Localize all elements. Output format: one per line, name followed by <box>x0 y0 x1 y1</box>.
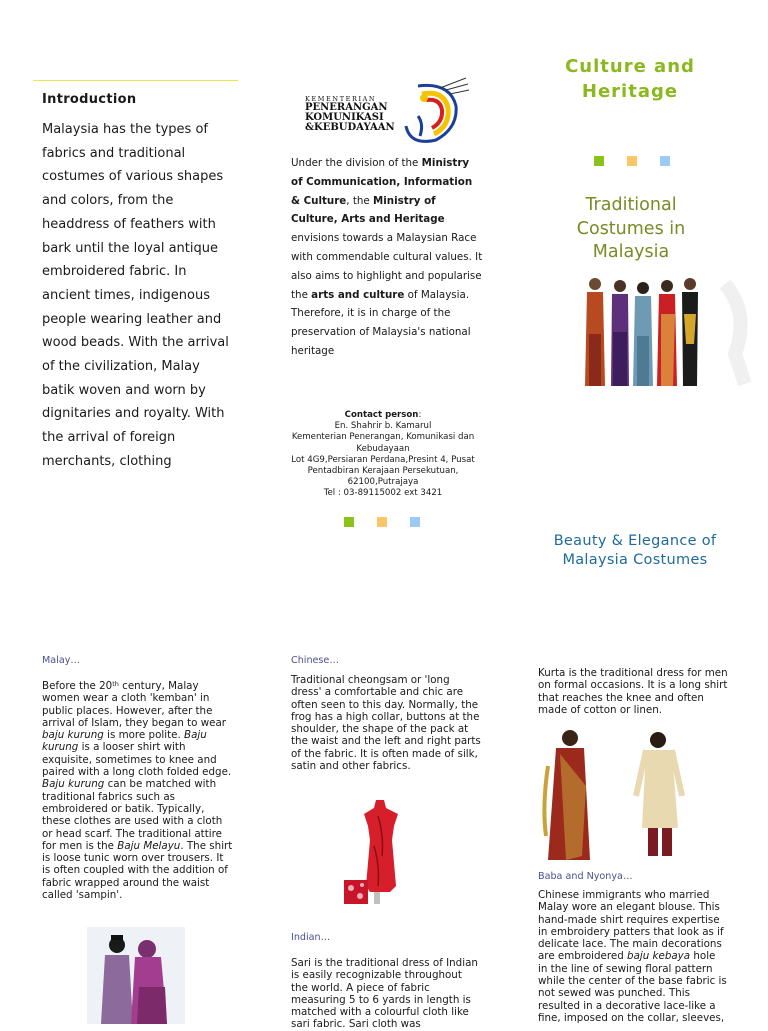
decorative-squares <box>344 517 420 527</box>
orange-square-icon <box>627 156 637 166</box>
ministry-emblem-icon <box>406 78 469 141</box>
chinese-text: Traditional cheongsam or 'long dress' a comfortable and chic are often seen to this day. Normally, the frog has a high collar, buttons at the shoulder, the shape of the pack at the waist and the left and right parts of the fabric. It is often made of silk, satin and other fabrics. <box>291 674 481 773</box>
baba-nyonya-text: Chinese immigrants who married Malay wore an elegant blouse. This hand-made shirt requires expertise in embroidery patters that look as if delicate lace. The main decorations are embroidered baju kebaya hole in the line of sewing floral pattern while the center of the base fabric is not sewed was punched. This resulted in a decorative lace-like a fine, imposed on the collar, sleeves, <box>538 889 727 1024</box>
contact-organization: Kementerian Penerangan, Komunikasi dan Kebudayaan <box>291 432 475 454</box>
malay-costume-photo <box>87 927 185 1024</box>
orange-square-icon <box>377 517 387 527</box>
contact-address: Lot 4G9,Persiaran Perdana,Presint 4, Pusat Pentadbiran Kerajaan Persekutuan, <box>291 454 475 477</box>
baba-nyonya-heading: Baba and Nyonya… <box>538 871 633 882</box>
cheongsam-photo <box>338 796 418 908</box>
contact-name: En. Shahrir b. Kamarul <box>334 421 432 432</box>
logo-line-3: KOMUNIKASI <box>305 112 384 123</box>
indian-costume-photo <box>536 726 691 860</box>
logo-line-2: PENERANGAN <box>305 102 388 113</box>
contact-telephone: Tel : 03-89115002 ext 3421 <box>323 488 443 499</box>
malay-heading: Malay… <box>42 655 80 666</box>
blue-square-icon <box>660 156 670 166</box>
decorative-squares <box>594 156 670 166</box>
green-square-icon <box>344 517 354 527</box>
costume-group-photo <box>575 274 755 392</box>
ministry-division-text: Under the division of the Ministry of Communication, Information & Culture, the Ministry of Culture, Arts and Heritage envisions towards a Malaysian Race with commendable cultural values. It also aims to highlight and popularise the arts and culture of Malaysia. Therefore, it is in charge of the preservation of Malaysia's national heritage <box>291 157 483 357</box>
blue-square-icon <box>410 517 420 527</box>
beauty-elegance-title: Beauty & Elegance of Malaysia Costumes <box>553 533 717 568</box>
malay-text: Before the 20th century, Malay women wear a cloth 'kemban' in public places. However, after the arrival of Islam, they began to wear baju kurung is more polite. Baju kurung is a looser shirt with exquisite, sometimes to knee and paired with a long cloth folded edge. Baju kurung can be matched with traditional fabrics such as embroidered or batik. Typically, these clothes are used with a cloth or head scarf. The traditional attire for men is the Baju Melayu. The shirt is loose tunic worn over trousers. It is often coupled with the addition of fabric wrapped around the waist called 'sampin'. <box>42 680 233 902</box>
contact-block <box>283 410 483 500</box>
kurta-text: Kurta is the traditional dress for men on formal occasions. It is a long shirt that reaches the knee and often made of cotton or linen. <box>538 667 728 716</box>
ministry-logo <box>300 76 470 146</box>
chinese-heading: Chinese… <box>291 655 339 666</box>
indian-text: Sari is the traditional dress of Indian is easily recognizable throughout the world. A piece of fabric measuring 5 to 6 yards in length is matched with a colourful cloth like sari fabric. Sari cloth was <box>291 957 478 1031</box>
green-square-icon <box>594 156 604 166</box>
indian-heading: Indian… <box>291 932 331 943</box>
traditional-costumes-title: Traditional Costumes in Malaysia <box>576 195 686 262</box>
logo-line-1: KEMENTERIAN <box>305 95 377 103</box>
logo-line-4: &KEBUDAYAAN <box>305 122 395 133</box>
introduction-heading: Introduction <box>42 92 137 107</box>
contact-label: Contact person <box>344 410 419 420</box>
contact-postcode: 62100,Putrajaya <box>347 477 419 488</box>
contact-label-line: Contact person: <box>344 410 422 420</box>
culture-heritage-title: Culture and Heritage <box>565 56 695 102</box>
introduction-text: Malaysia has the types of fabrics and traditional costumes of various shapes and colors, from the headdress of feathers with bark until the loyal antique embroidered fabric. In ancient times, indigenous people wearing leather and wood beads. With the arrival of the civilization, Malay batik woven and worn by dignitaries and royalty. With the arrival of foreign merchants, clothing <box>42 122 229 469</box>
divider-line <box>33 80 238 81</box>
